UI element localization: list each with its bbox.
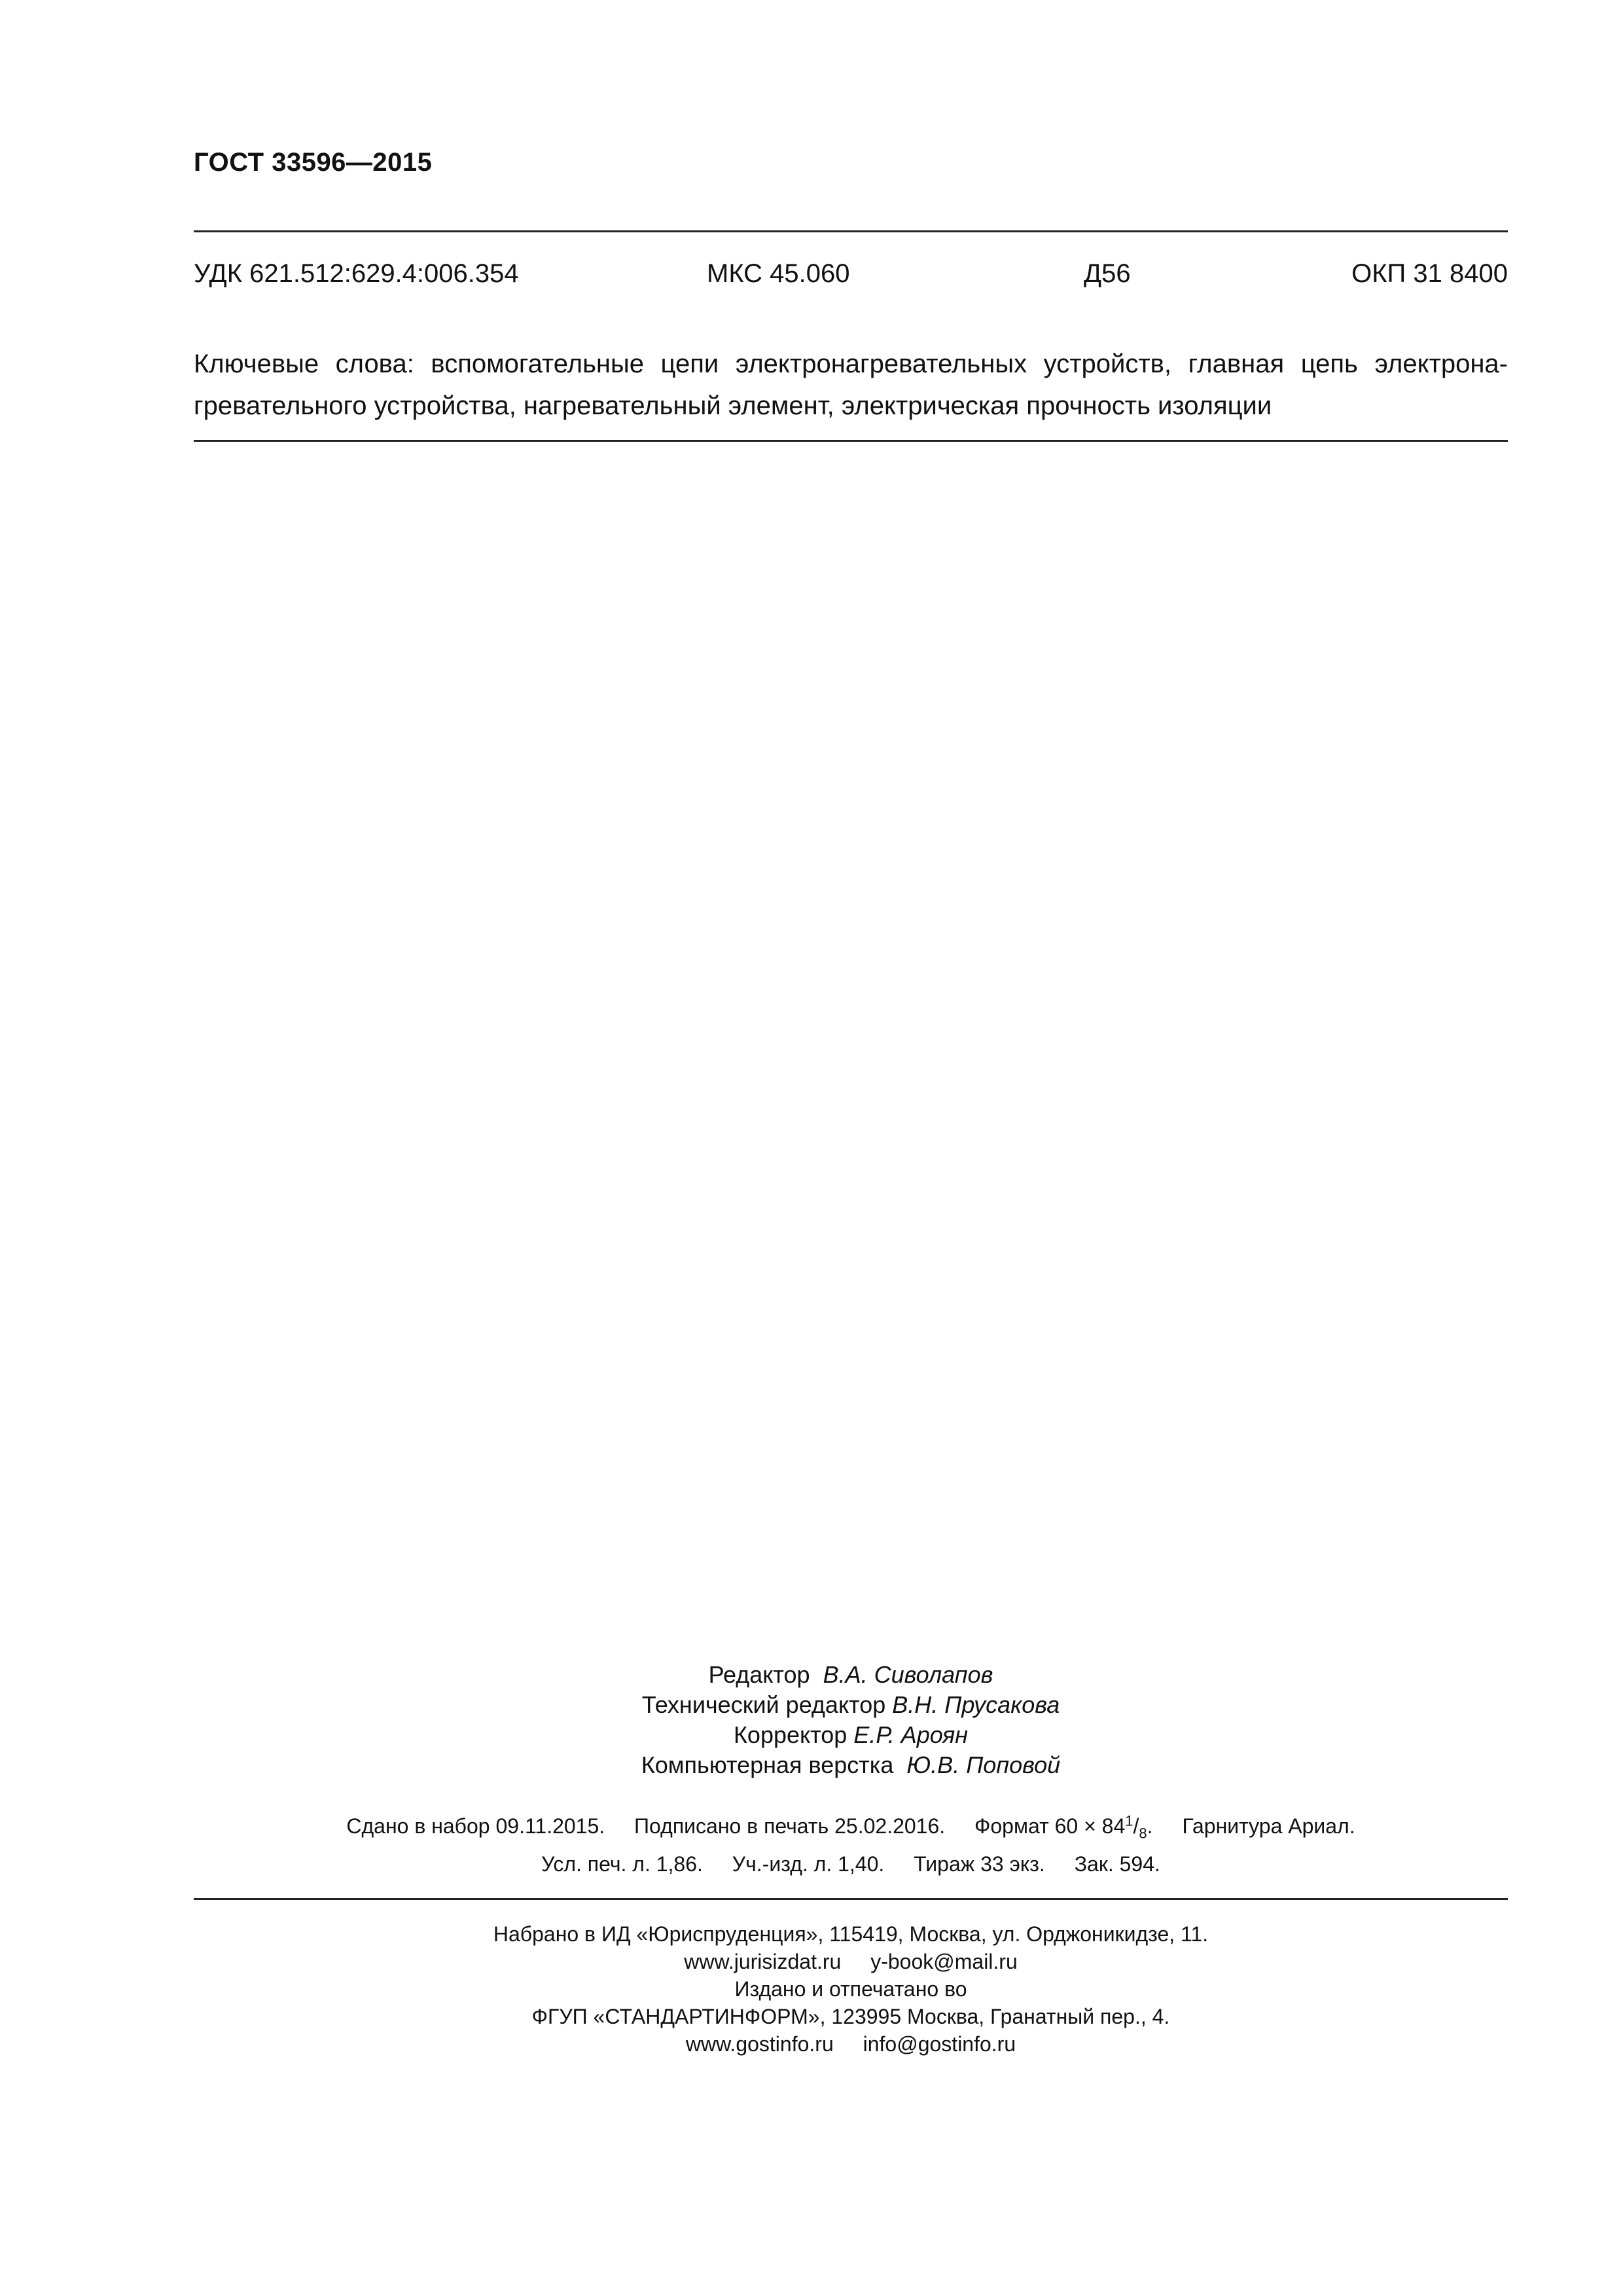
tech-editor-row — [194, 1690, 1508, 1720]
corrector-label: Корректор — [733, 1721, 847, 1748]
signed-date: Подписано в печать 25.02.2016. — [634, 1814, 946, 1838]
udk-code: УДК 621.512:629.4:006.354 — [194, 259, 519, 288]
mks-code: МКС 45.060 — [707, 259, 850, 288]
print-run: Тираж 33 экз. — [914, 1852, 1045, 1876]
editor-label: Редактор — [708, 1661, 810, 1688]
layout-label: Компьютерная верстка — [641, 1751, 894, 1778]
keywords-block — [194, 343, 1508, 427]
print-info-line — [194, 1812, 1508, 1842]
keywords-line: гревательного устройства, нагревательный элемент, электрическая прочность изоляции — [194, 391, 1272, 420]
credits-block — [194, 1660, 1508, 1780]
printer-email-link[interactable]: info@gostinfo.ru — [863, 2032, 1016, 2056]
tech-editor-name: В.Н. Прусакова — [892, 1691, 1060, 1718]
typeset-info: Набрано в ИД «Юриспруденция», 115419, Москва, ул. Орджоникидзе, 11. — [493, 1922, 1209, 1946]
footer-divider — [194, 1898, 1508, 1900]
printer-org: ФГУП «СТАНДАРТИНФОРМ», 123995 Москва, Гранатный пер., 4. — [531, 2005, 1170, 2028]
corrector-row — [194, 1720, 1508, 1750]
submitted-date: Сдано в набор 09.11.2015. — [346, 1814, 605, 1838]
keywords-line: Ключевые слова: вспомогательные цепи электронагревательных устройств, главная цепь электрона- — [194, 350, 1508, 378]
tech-editor-label: Технический редактор — [641, 1691, 886, 1718]
top-divider — [194, 230, 1508, 232]
document-title: ГОСТ 33596—2015 — [194, 148, 433, 177]
printer-contacts — [194, 2030, 1508, 2058]
publisher-site-link[interactable]: www.jurisizdat.ru — [684, 1950, 842, 1973]
printer-site-link[interactable]: www.gostinfo.ru — [685, 2032, 834, 2056]
classification-row — [194, 259, 1508, 296]
format-info: Формат $60 \times 84^1/_8$. — [974, 1812, 1153, 1842]
publisher-footer — [194, 1920, 1508, 2058]
layout-name: Ю.В. Поповой — [906, 1751, 1061, 1778]
published-label: Издано и отпечатано во — [734, 1977, 967, 2001]
print-sheets: Усл. печ. л. 1,86. — [541, 1852, 703, 1876]
keywords-divider — [194, 440, 1508, 442]
corrector-name: Е.Р. Ароян — [853, 1721, 969, 1748]
order-number: Зак. 594. — [1074, 1852, 1160, 1876]
publisher-contacts — [194, 1948, 1508, 1975]
editor-name: В.А. Сиволапов — [823, 1661, 993, 1688]
okp-code: ОКП 31 8400 — [1351, 259, 1508, 288]
print-info-line — [194, 1852, 1508, 1876]
layout-row — [194, 1750, 1508, 1780]
typeface-info: Гарнитура Ариал. — [1182, 1814, 1355, 1838]
publishing-sheets: Уч.-изд. л. 1,40. — [732, 1852, 885, 1876]
editor-row — [194, 1660, 1508, 1690]
category-code: Д56 — [1084, 259, 1131, 288]
publisher-email-link[interactable]: y-book@mail.ru — [870, 1950, 1018, 1973]
